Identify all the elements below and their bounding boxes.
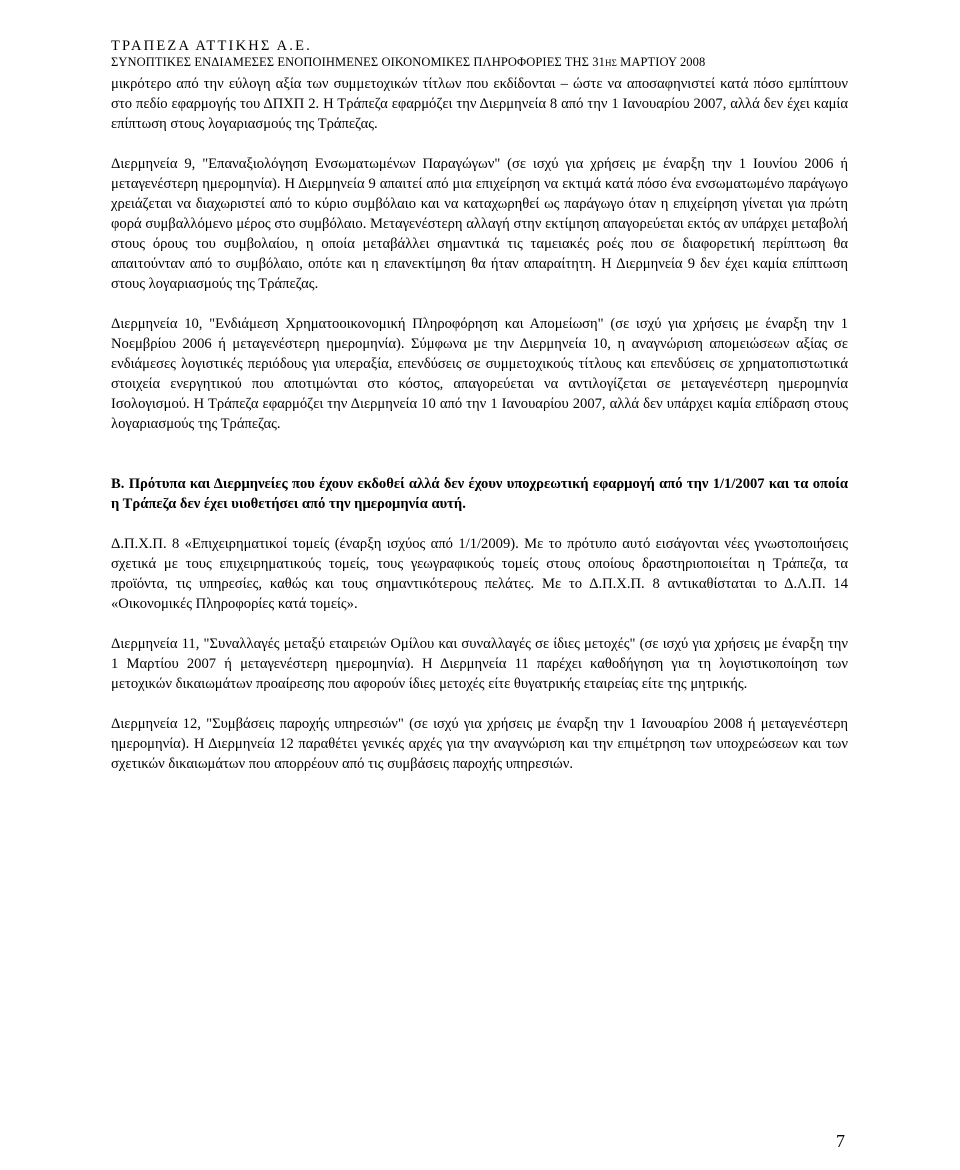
paragraph-ifrs8: Δ.Π.Χ.Π. 8 «Επιχειρηματικοί τομείς (έναρξη ισχύος από 1/1/2009). Με το πρότυπο αυτό εισάγονται νέες γνωστοποιήσεις σχετικά με τους επιχειρηματικούς τομείς, τους γεωγραφικούς τομείς στους οποίους δραστηριοποιείται η Τράπεζα, τα προϊόντα, τις υπηρεσίες, καθώς και τους σημαντικότερους πελάτες. Με το Δ.Π.Χ.Π. 8 αντικαθίσταται το Δ.Λ.Π. 14 «Οικονομικές Πληροφορίες κατά τομείς». <box>111 536 848 612</box>
bank-name-header: ΤΡΑΠΕΖΑ ΑΤΤΙΚΗΣ Α.Ε. <box>111 38 312 54</box>
report-subtitle-header <box>111 55 848 71</box>
paragraph-ifric8-continuation: μικρότερο από την εύλογη αξία των συμμετοχικών τίτλων που εκδίδονται – ώστε να αποσαφηνιστεί κατά πόσο εμπίπτουν στο πεδίο εφαρμογής του ΔΠΧΠ 2. Η Τράπεζα εφαρμόζει την Διερμηνεία 8 από την 1 Ιανουαρίου 2007, αλλά δεν έχει καμία επίπτωση στους λογαριασμούς της Τράπεζας. <box>111 76 848 132</box>
paragraph-ifric10: Διερμηνεία 10, "Ενδιάμεση Χρηματοοικονομική Πληροφόρηση και Απομείωση" (σε ισχύ για χρήσεις με έναρξη την 1 Νοεμβρίου 2006 ή μεταγενέστερη ημερομηνία). Σύμφωνα με την Διερμηνεία 10, η αναγνώριση απομειώσεων αξίας σε ενδιάμεσες λογιστικές περιόδους για υπεραξία, επενδύσεις σε συμμετοχικούς τίτλους και επενδύσεις σε χρηματοπιστωτικά στοιχεία ενεργητικού που αποτιμώνται στο κόστος, απαγορεύεται να αντιλογίζεται σε μεταγενέστερη ημερομηνία Ισολογισμού. Η Τράπεζα εφαρμόζει την Διερμηνεία 10 από την 1 Ιανουαρίου 2007, αλλά δεν υπάρχει καμία επίδραση στους λογαριασμούς της Τράπεζας. <box>111 316 848 432</box>
paragraph-ifric11: Διερμηνεία 11, "Συναλλαγές μεταξύ εταιρειών Ομίλου και συναλλαγές σε ίδιες μετοχές" (σε ισχύ για χρήσεις με έναρξη την 1 Μαρτίου 2007 ή μεταγενέστερη ημερομηνία). Η Διερμηνεία 11 παρέχει καθοδήγηση για τη λογιστικοποίηση των μετοχικών δικαιωμάτων προαίρεσης που αφορούν ίδιες μετοχές είτε θυγατρικής εταιρείας είτε της μητρικής. <box>111 636 848 692</box>
section-b-heading: Β. Πρότυπα και Διερμηνείες που έχουν εκδοθεί αλλά δεν έχουν υποχρεωτική εφαρμογή από την 1/1/2007 και τα οποία η Τράπεζα δεν έχει υιοθετήσει από την ημερομηνία αυτή. <box>111 476 848 512</box>
page-number: 7 <box>836 1131 845 1151</box>
subtitle-main: ΣΥΝΟΠΤΙΚΕΣ ΕΝΔΙΑΜΕΣΕΣ ΕΝΟΠΟΙΗΜΕΝΕΣ ΟΙΚΟΝΟΜΙΚΕΣ ΠΛΗΡΟΦΟΡΙΕΣ ΤΗΣ 31 <box>111 55 605 69</box>
paragraph-ifric12: Διερμηνεία 12, "Συμβάσεις παροχής υπηρεσιών" (σε ισχύ για χρήσεις με έναρξη την 1 Ιανουαρίου 2008 ή μεταγενέστερη ημερομηνία). Η Διερμηνεία 12 παραθέτει γενικές αρχές για την αναγνώριση και την επιμέτρηση των υποχρεώσεων και των σχετικών δικαιωμάτων που απορρέουν από τις συμβάσεις παροχής υπηρεσιών. <box>111 716 848 772</box>
paragraph-ifric9: Διερμηνεία 9, "Επαναξιολόγηση Ενσωματωμένων Παραγώγων" (σε ισχύ για χρήσεις με έναρξη την 1 Ιουνίου 2006 ή μεταγενέστερη ημερομηνία). Η Διερμηνεία 9 απαιτεί από μια επιχείρηση να εκτιμά κατά πόσο ένα ενσωματωμένο παράγωγο χρειάζεται να διαχωριστεί από το κύριο συμβόλαιο και να καταχωρηθεί ως παράγωγο όταν η επιχείρηση γίνεται για πρώτη φορά συμβαλλόμενο μέρος στο συμβόλαιο. Μεταγενέστερη αλλαγή στην εκτίμηση απαγορεύεται εκτός αν υπάρχει μεταβολή στους όρους του συμβολαίου, η οποία μεταβάλλει σημαντικά τις ταμειακές ροές που σε διαφορετική περίπτωση θα απαιτούνταν από το συμβόλαιο, οπότε και η επανεκτίμηση θα ήταν απαραίτητη. Η Διερμηνεία 9 δεν έχει καμία επίπτωση στους λογαριασμούς της Τράπεζας. <box>111 156 848 292</box>
document-page <box>111 38 848 774</box>
subtitle-suffix: ΗΣ <box>604 58 617 68</box>
subtitle-end: ΜΑΡΤΙΟΥ 2008 <box>616 55 706 69</box>
